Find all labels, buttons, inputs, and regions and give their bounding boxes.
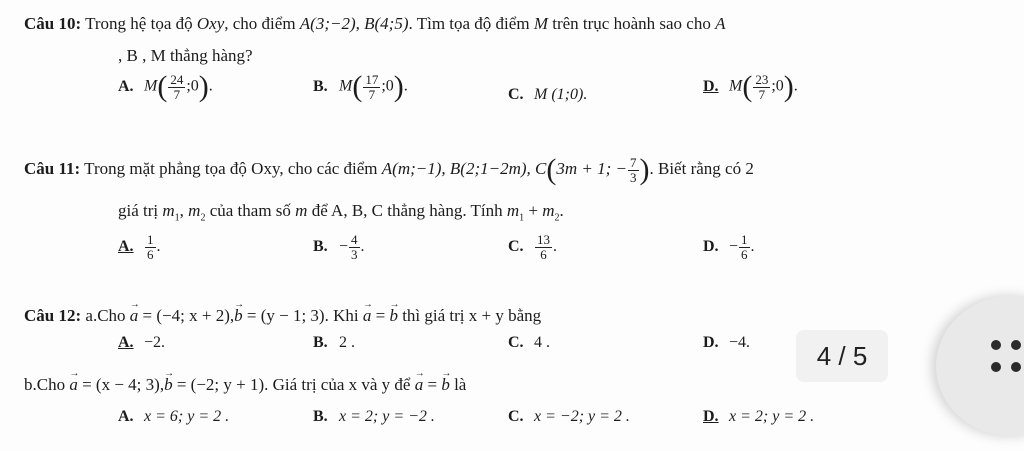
option-label: B. — [313, 334, 328, 351]
q10-option-d[interactable]: D. M( $\frac{23}{7}$ ;0). — [703, 70, 798, 103]
q10-line2-text: , B , M thẳng hàng? — [118, 46, 253, 65]
option-text: 4 . — [534, 334, 550, 351]
vector-a: → a — [415, 374, 424, 396]
q11-plus: + — [524, 201, 543, 220]
vector-a: → a — [69, 374, 78, 396]
q11-option-a[interactable]: A. $\frac{1}{6}$ . — [118, 232, 161, 262]
q10-option-b[interactable]: B. M( $\frac{17}{7}$ ;0). — [313, 70, 408, 103]
option-label: B. — [313, 238, 328, 256]
q11-text-e: để A, B, C thẳng hàng. Tính — [311, 201, 503, 220]
q11-text-c: giá trị — [118, 201, 159, 220]
fraction: $\frac{23}{7}$ — [755, 71, 769, 102]
option-label: C. — [508, 238, 524, 256]
option-label: A. — [118, 334, 134, 351]
q10-m: M — [533, 14, 548, 33]
q12-a-eq1: = (−4; x + 2), — [138, 306, 235, 325]
q12-b-intro: b.Cho — [24, 375, 66, 394]
q11-line2 — [118, 200, 564, 229]
option-label: D. — [703, 408, 719, 425]
q12b-option-b[interactable] — [313, 406, 435, 428]
option-label: A. — [118, 408, 134, 425]
option-text: x = 2; y = 2 . — [729, 408, 815, 425]
q11-sub1: 1 — [174, 212, 180, 224]
vector-b: → b — [441, 374, 450, 396]
q10-text-b: , cho điểm — [224, 14, 296, 33]
option-post: ;0 — [186, 77, 199, 95]
q11-m: m — [295, 201, 308, 220]
q10-text-d: trên trục hoành sao cho — [552, 14, 711, 33]
q11-text-b: . Biết rằng có 2 — [649, 158, 754, 178]
option-label: B. — [313, 408, 328, 425]
option-text: −2. — [144, 334, 166, 351]
option-text: x = 6; y = 2 . — [144, 408, 230, 425]
option-post: ;0 — [771, 77, 784, 95]
q11-line1: Câu 11: Trong mặt phẳng tọa độ Oxy, cho các điểm A(m;−1), B(2;1−2m), C(3m + 1; − $\frac{7}{3}$ ). Biết rằng có 2 — [24, 153, 754, 186]
q11-option-d[interactable]: D. − $\frac{1}{6}$ . — [703, 232, 755, 262]
vector-b: → b — [234, 305, 243, 327]
option-label: C. — [508, 86, 524, 103]
q11-sum-m1: m — [506, 201, 520, 220]
q11-sum-s2: 2 — [554, 212, 560, 224]
fraction: $\frac{13}{6}$ — [537, 232, 550, 262]
option-label: D. — [703, 238, 719, 256]
q12b-option-a[interactable] — [118, 406, 229, 428]
q10-text: Trong hệ tọa độ — [85, 14, 193, 33]
q12a-option-d[interactable] — [703, 332, 750, 354]
option-label: B. — [313, 77, 328, 95]
vector-a: → a — [130, 305, 139, 327]
q11-sum-s1: 1 — [519, 212, 525, 224]
q11-text: Trong mặt phẳng tọa độ Oxy, cho các điểm — [84, 158, 378, 178]
fraction: $\frac{4}{3}$ — [351, 232, 358, 262]
vector-a: → a — [363, 305, 372, 327]
q12a-option-c[interactable] — [508, 332, 550, 354]
q10-line1 — [24, 13, 726, 35]
option-text: x = −2; y = 2 . — [534, 408, 630, 425]
q11-sum-m2: m — [542, 201, 555, 220]
q12-b-eq1: = (x − 4; 3), — [77, 375, 165, 394]
option-var: M — [339, 77, 353, 95]
q10-point-b: B(4;5) — [364, 14, 409, 33]
dots-menu-icon[interactable] — [987, 336, 1024, 380]
option-label: D. — [703, 77, 719, 95]
q11-text-d: của tham số — [209, 201, 291, 220]
q11-option-b[interactable]: B. − $\frac{4}{3}$ . — [313, 232, 365, 262]
option-post: ;0 — [381, 77, 394, 95]
option-sign: − — [729, 238, 739, 256]
q12-b-eq3: = — [423, 375, 442, 394]
q11-dot: . — [559, 201, 564, 220]
fraction: $\frac{24}{7}$ — [170, 71, 184, 102]
q10-label: Câu 10: — [24, 14, 82, 33]
option-label: D. — [703, 334, 719, 351]
option-sign: − — [339, 238, 349, 256]
option-label: C. — [508, 408, 524, 425]
q11-c-inner: 3m + 1; − — [556, 158, 627, 178]
q11-m1: m — [162, 201, 175, 220]
fraction: $\frac{7}{3}$ — [630, 154, 637, 185]
q10-comma: , — [355, 14, 360, 33]
q12-a-intro: a.Cho — [85, 306, 126, 325]
option-label: A. — [118, 238, 134, 256]
q11-sep: , — [179, 201, 189, 220]
option-text: M (1;0). — [534, 86, 588, 103]
q11-points: A(m;−1), B(2;1−2m), C — [381, 158, 547, 178]
q10-line2 — [118, 45, 253, 67]
q12-label: Câu 12: — [24, 306, 82, 325]
q11-sub2: 2 — [200, 212, 206, 224]
q12-a-eq2: = (y − 1; 3). Khi — [242, 306, 359, 325]
vector-b: → b — [164, 374, 173, 396]
q12-b-tail: là — [449, 375, 467, 394]
q11-m2: m — [188, 201, 201, 220]
option-label: A. — [118, 77, 134, 95]
option-text: −4. — [729, 334, 751, 351]
page-indicator: 4 / 5 — [796, 330, 888, 382]
q12-line1 — [24, 305, 541, 327]
q12b-option-d[interactable] — [703, 406, 814, 428]
option-label: C. — [508, 334, 524, 351]
q11-option-c[interactable]: C. $\frac{13}{6}$ . — [508, 232, 557, 262]
option-text: x = 2; y = −2 . — [339, 408, 435, 425]
q10-a: A — [715, 14, 726, 33]
q10-option-c[interactable] — [508, 84, 587, 106]
option-var: M — [729, 77, 743, 95]
q12-a-eq3: = — [371, 306, 390, 325]
q10-oxy: Oxy — [196, 14, 225, 33]
q12b-option-c[interactable] — [508, 406, 630, 428]
fraction: $\frac{1}{6}$ — [741, 232, 748, 262]
q10-option-a[interactable]: A. M( $\frac{24}{7}$ ;0). — [118, 70, 213, 103]
q12a-option-b[interactable] — [313, 332, 355, 354]
q12-b-eq2: = (−2; y + 1). Giá trị của x và y để — [172, 375, 411, 394]
q11-label: Câu 11: — [24, 158, 81, 178]
q10-point-a: A(3;−2) — [299, 14, 356, 33]
q12-b-line — [24, 374, 466, 396]
q10-text-c: . Tìm tọa độ điểm — [408, 14, 530, 33]
fraction: $\frac{17}{7}$ — [365, 71, 379, 102]
q12-a-tail: thì giá trị x + y bằng — [397, 306, 542, 325]
option-text: 2 . — [339, 334, 355, 351]
q12a-option-a[interactable] — [118, 332, 165, 354]
option-var: M — [144, 77, 158, 95]
fraction: $\frac{1}{6}$ — [147, 232, 154, 262]
vector-b: → b — [389, 305, 398, 327]
